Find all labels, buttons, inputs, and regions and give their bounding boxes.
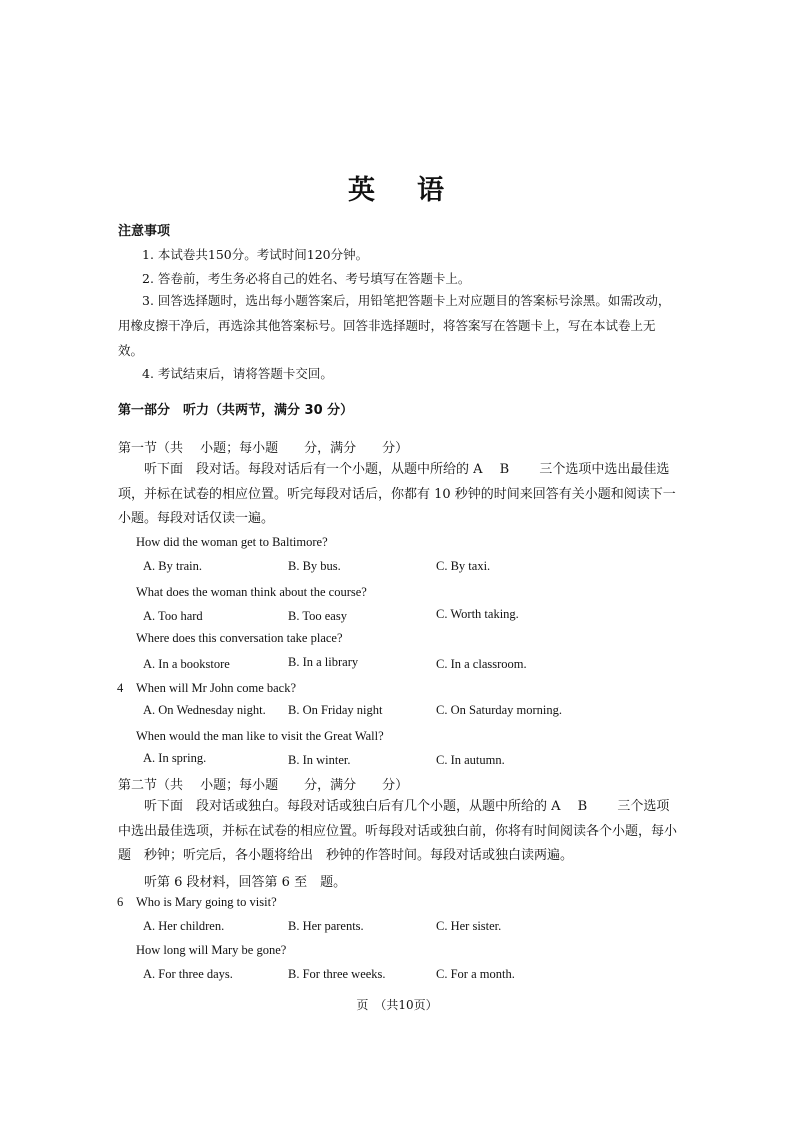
question-1-option-c: C. By taxi. <box>436 559 491 573</box>
question-2-option-c: C. Worth taking. <box>436 607 519 621</box>
section2-instructions: 听下面 段对话或独白。每段对话或独白后有几个小题，从题中所给的 A B 三个选项中选出最佳选项，并标在试卷的相应位置。听每段对话或独白前，你将有时间阅读各个小题，每小题 秒钟；听完后，各小题将给出 秒钟的作答时间。每段对话或独白读两遍。 <box>118 799 678 863</box>
question-3-option-c: C. In a classroom. <box>436 657 527 671</box>
page-footer: 页 （共10页） <box>356 998 438 1012</box>
question-2-option-b: B. Too easy <box>288 609 347 623</box>
question-7-option-a: A. For three days. <box>143 967 233 981</box>
page-title <box>0 168 794 207</box>
question-2-option-a: A. Too hard <box>143 609 203 623</box>
notice-heading: 注意事项 <box>118 224 171 239</box>
notice-item-1: 1. 本试卷共150分。考试时间120分钟。 <box>142 247 369 262</box>
question-4-option-a: A. On Wednesday night. <box>143 703 266 717</box>
question-4-option-b: B. On Friday night <box>288 703 383 717</box>
title-char-2: 语 <box>417 175 446 206</box>
section1-heading: 第一节（共 小题；每小题 分，满分 分） <box>118 441 409 456</box>
question-3-option-b: B. In a library <box>288 655 359 669</box>
title-char-1: 英 <box>348 175 377 206</box>
question-1-option-b: B. By bus. <box>288 559 341 573</box>
question-6-number: 6 <box>117 895 124 909</box>
notice-item-4: 4. 考试结束后，请将答题卡交回。 <box>142 366 333 381</box>
question-2-text: What does the woman think about the course? <box>136 585 367 599</box>
section2-heading: 第二节（共 小题；每小题 分，满分 分） <box>118 778 409 793</box>
question-6-text: Who is Mary going to visit? <box>136 895 277 909</box>
question-6-option-a: A. Her children. <box>143 919 225 933</box>
question-3-option-a: A. In a bookstore <box>143 657 230 671</box>
question-5-text: When would the man like to visit the Great Wall? <box>136 729 384 743</box>
question-4-text: When will Mr John come back? <box>136 681 297 695</box>
section2-material-line: 听第 6 段材料，回答第 6 至 题。 <box>144 875 347 890</box>
question-7-option-b: B. For three weeks. <box>288 967 386 981</box>
question-6-option-b: B. Her parents. <box>288 919 364 933</box>
part1-heading: 第一部分 听力（共两节，满分 30 分） <box>118 403 354 418</box>
question-4-number: 4 <box>117 681 124 695</box>
question-1-text: How did the woman get to Baltimore? <box>136 535 328 549</box>
question-4-option-c: C. On Saturday morning. <box>436 703 563 717</box>
section1-instructions: 听下面 段对话。每段对话后有一个小题，从题中所给的 A B 三个选项中选出最佳选项，并标在试卷的相应位置。听完每段对话后，你都有 10 秒钟的时间来回答有关小题和阅读下一小题。每段对话仅读一遍。 <box>118 462 676 526</box>
notice-item-3: 3. 回答选择题时，选出每小题答案后，用铅笔把答题卡上对应题目的答案标号涂黑。如需改动，用橡皮擦干净后，再选涂其他答案标号。回答非选择题时，将答案写在答题卡上，写在本试卷上无效。 <box>118 293 671 358</box>
question-3-text: Where does this conversation take place? <box>136 631 343 645</box>
question-5-option-a: A. In spring. <box>143 751 207 765</box>
question-1-option-a: A. By train. <box>143 559 203 573</box>
question-7-text: How long will Mary be gone? <box>136 943 287 957</box>
question-5-option-b: B. In winter. <box>288 753 351 767</box>
question-6-option-c: C. Her sister. <box>436 919 502 933</box>
question-7-option-c: C. For a month. <box>436 967 515 981</box>
question-5-option-c: C. In autumn. <box>436 753 505 767</box>
notice-item-2: 2. 答卷前，考生务必将自己的姓名、考号填写在答题卡上。 <box>142 271 471 286</box>
